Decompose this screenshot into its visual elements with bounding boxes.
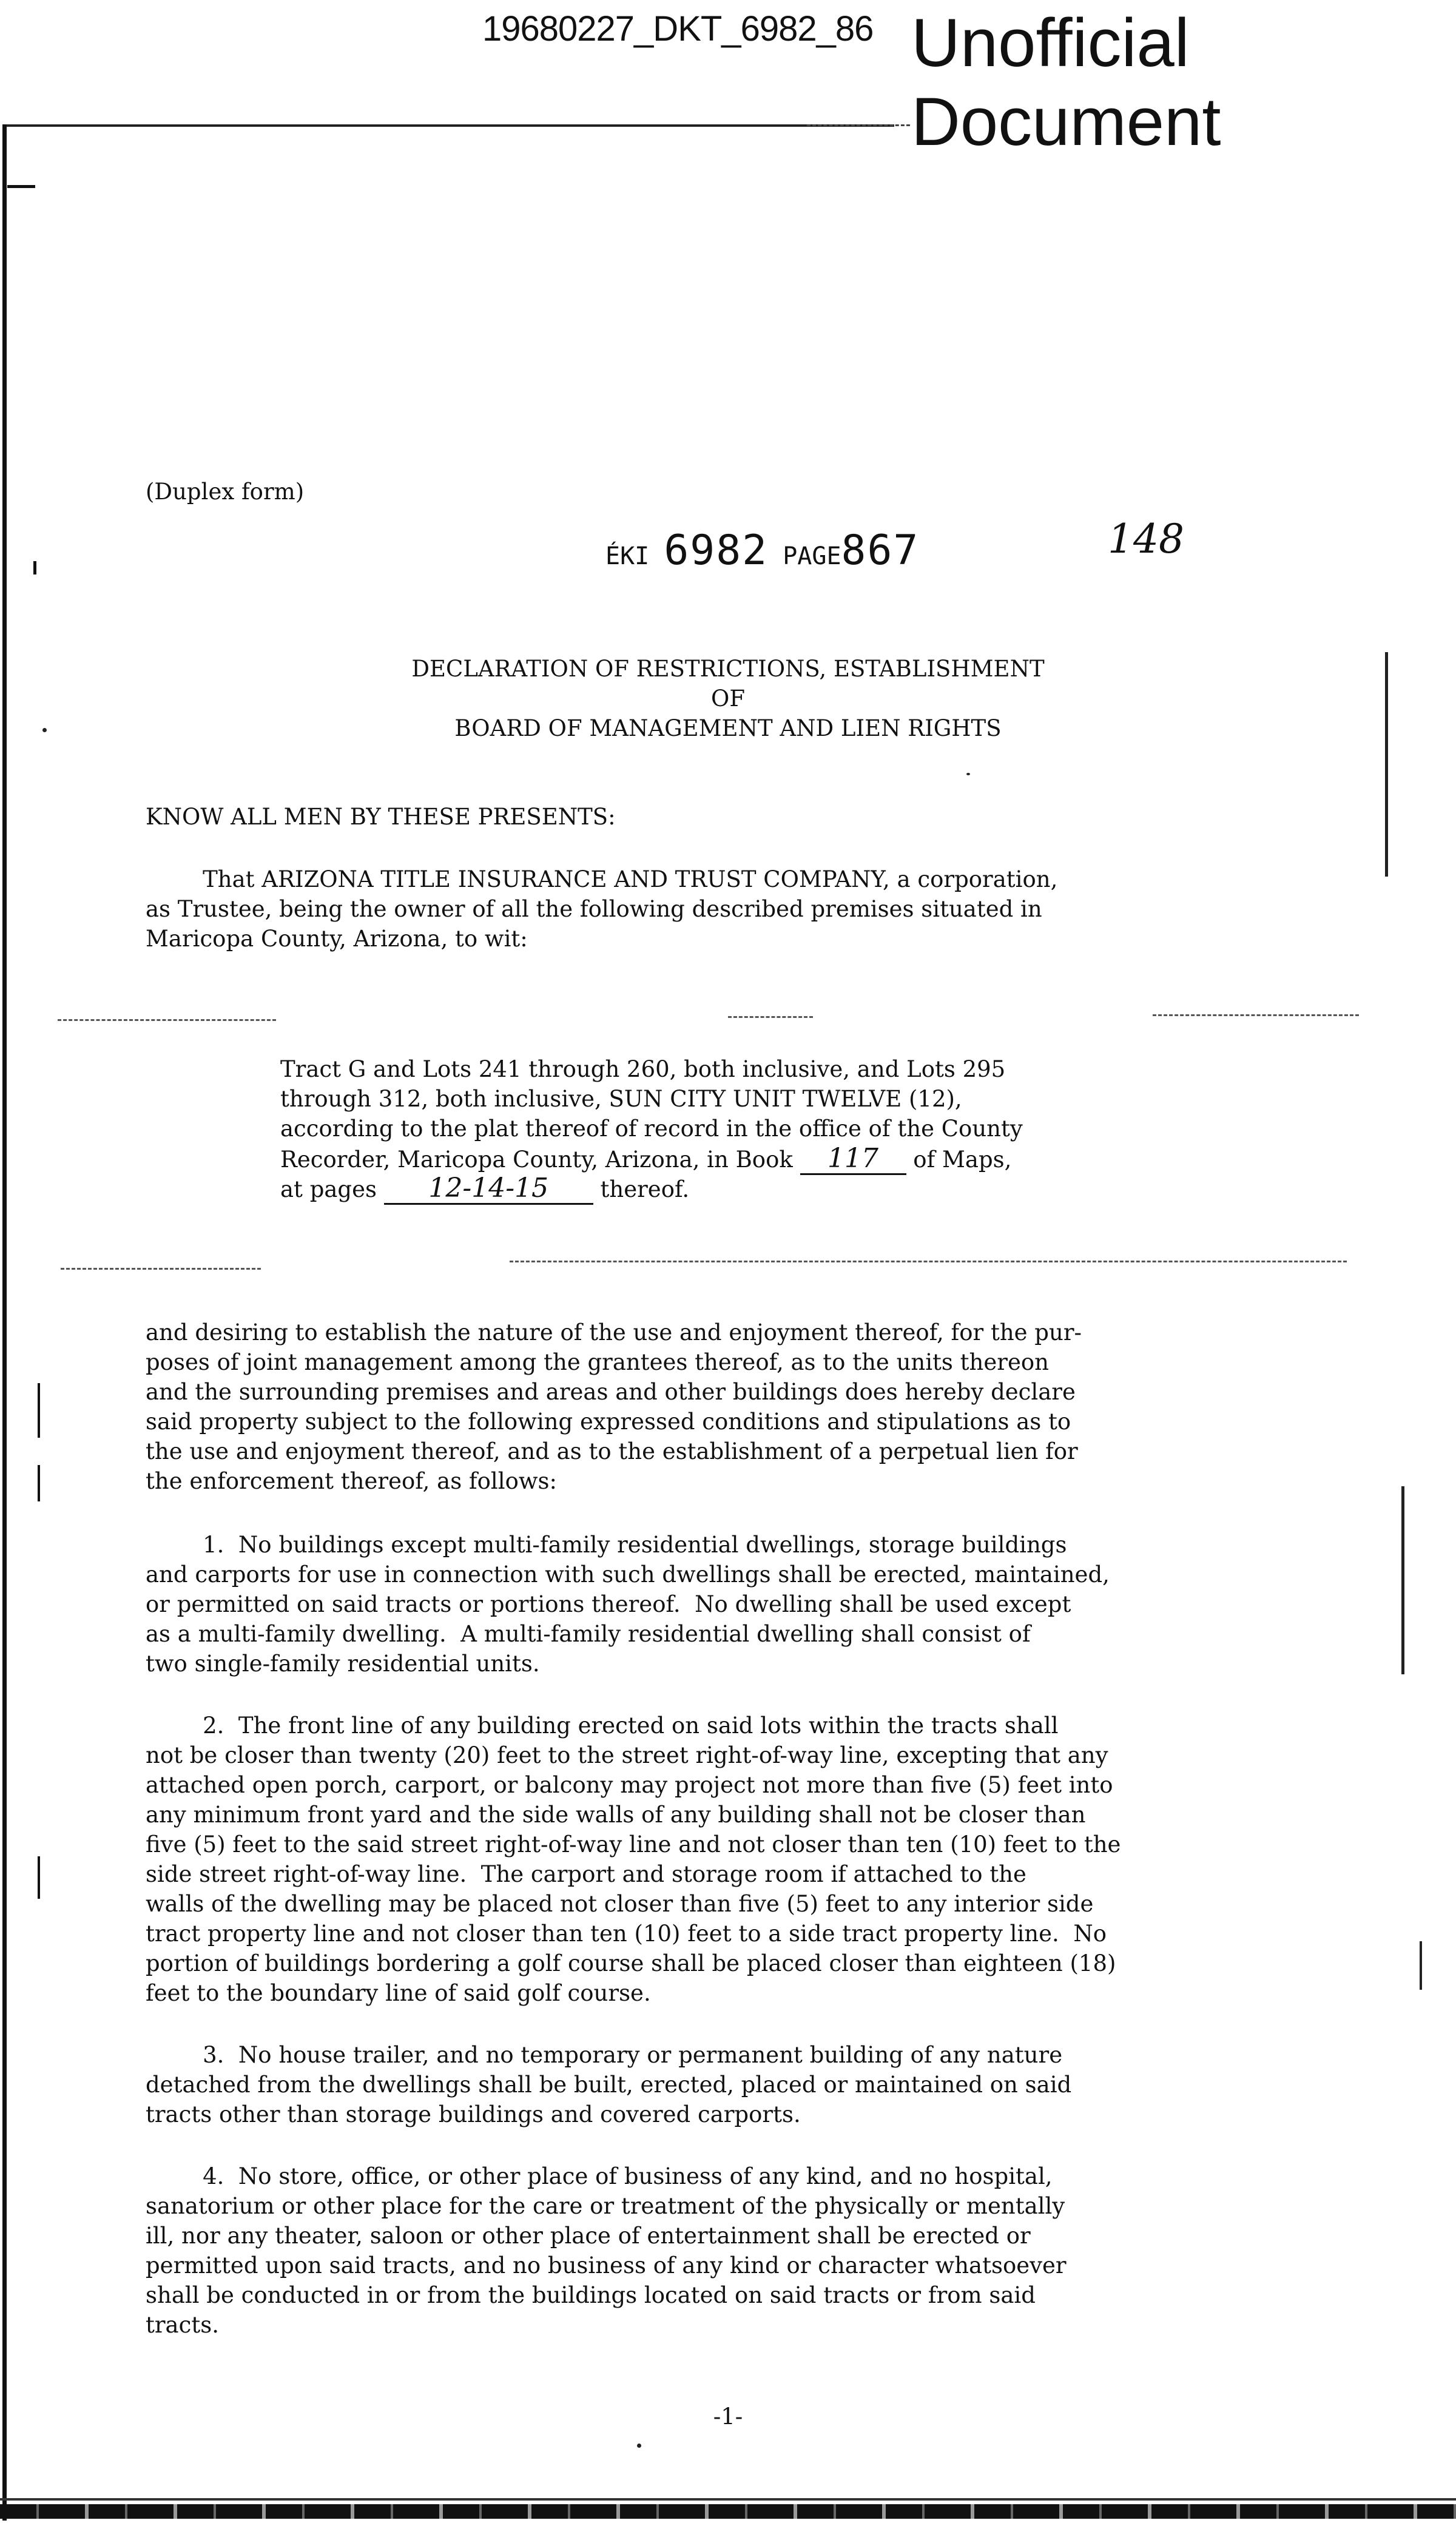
scan-tick-mark: [7, 185, 35, 188]
paragraph-line: portion of buildings bordering a golf course shall be placed closer than eighteen (18): [146, 1950, 1116, 1976]
watermark-line-1: Unofficial: [911, 5, 1190, 81]
separator-dash-line: [728, 1016, 813, 1018]
paragraph-line: permitted upon said tracts, and no business of any kind or character whatsoever: [146, 2252, 1067, 2279]
paragraph-line: any minimum front yard and the side walls of any building shall not be closer than: [146, 1802, 1086, 1828]
paragraph-line: as a multi-family dwelling. A multi-family residential dwelling shall consist of: [146, 1621, 1031, 1647]
scan-right-edge-mark: [1401, 1486, 1404, 1674]
book-suffix: of Maps,: [906, 1147, 1012, 1173]
paragraph-line: tracts other than storage buildings and covered carports.: [146, 2101, 801, 2127]
paragraph-line: tract property line and not closer than ten (10) feet to a side tract property line. No: [146, 1921, 1107, 1947]
scan-speck: [966, 773, 970, 775]
paragraph-line: and carports for use in connection with such dwellings shall be erected, maintained,: [146, 1561, 1110, 1588]
title-line-3: BOARD OF MANAGEMENT AND LIEN RIGHTS: [454, 715, 1002, 741]
handwritten-book-number: 117: [800, 1144, 906, 1175]
pages-suffix: thereof.: [593, 1176, 690, 1202]
unofficial-watermark: [911, 4, 1221, 161]
paragraph-line: feet to the boundary line of said golf course.: [146, 1980, 651, 2006]
scan-tick-mark: [33, 561, 36, 574]
purpose-line: said property subject to the following expressed conditions and stipulations as to: [146, 1409, 1071, 1435]
separator-dash-line: [58, 1019, 276, 1021]
title-line-2: OF: [710, 685, 745, 712]
handwritten-page-numbers: 12-14-15: [384, 1173, 593, 1205]
paragraph-line: 1. No buildings except multi-family residential dwellings, storage buildings: [146, 1532, 1067, 1558]
paragraph-line: tracts.: [146, 2312, 219, 2338]
legal-line-pages: [280, 1173, 689, 1205]
form-note: (Duplex form): [146, 479, 305, 505]
docket-prefix: ÉKI: [605, 542, 650, 570]
paragraph-line: shall be conducted in or from the buildings located on said tracts or from said: [146, 2282, 1036, 2308]
paragraph-line: sanatorium or other place for the care or treatment of the physically or mentally: [146, 2193, 1065, 2219]
paragraph-line: two single-family residential units.: [146, 1651, 540, 1677]
intro-line: as Trustee, being the owner of all the following described premises situated in: [146, 896, 1042, 922]
purpose-line: and the surrounding premises and areas and other buildings does hereby declare: [146, 1379, 1076, 1405]
intro-line: Maricopa County, Arizona, to wit:: [146, 926, 528, 952]
legal-line: Tract G and Lots 241 through 260, both inclusive, and Lots 295: [280, 1056, 1006, 1082]
handwritten-number: 148: [1108, 516, 1184, 562]
scan-speck: [637, 2444, 641, 2448]
watermark-line-2: Document: [911, 84, 1221, 160]
scan-left-border: [2, 124, 7, 2521]
scan-bottom-border: [0, 2498, 1456, 2501]
purpose-line: poses of joint management among the grantees thereof, as to the units thereon: [146, 1349, 1049, 1375]
paragraph-line: or permitted on said tracts or portions thereof. No dwelling shall be used except: [146, 1591, 1071, 1617]
scan-left-edge-mark: [38, 1856, 40, 1899]
separator-dash-line: [1153, 1014, 1359, 1016]
scan-left-edge-mark: [38, 1465, 40, 1501]
scan-bottom-band: [0, 2504, 1456, 2519]
legal-line: through 312, both inclusive, SUN CITY UNIT TWELVE (12),: [280, 1086, 962, 1112]
purpose-line: the use and enjoyment thereof, and as to the establishment of a perpetual lien for: [146, 1438, 1078, 1464]
salutation: KNOW ALL MEN BY THESE PRESENTS:: [146, 804, 616, 830]
docket-page-label: PAGE: [783, 542, 841, 570]
intro-line: That ARIZONA TITLE INSURANCE AND TRUST COMPANY, a corporation,: [146, 866, 1058, 892]
paragraph-line: 3. No house trailer, and no temporary or permanent building of any nature: [146, 2042, 1063, 2068]
docket-stamp: [605, 527, 919, 574]
docket-page-number: 867: [841, 527, 920, 574]
paragraph-line: 2. The front line of any building erected on said lots within the tracts shall: [146, 1713, 1059, 1739]
paragraph-line: not be closer than twenty (20) feet to the street right-of-way line, excepting that any: [146, 1742, 1108, 1768]
scan-right-edge-mark: [1420, 1941, 1422, 1990]
book-prefix: Recorder, Maricopa County, Arizona, in Book: [280, 1147, 800, 1173]
paragraph-line: five (5) feet to the said street right-of-way line and not closer than ten (10) feet to the: [146, 1831, 1121, 1858]
paragraph-line: attached open porch, carport, or balcony may project not more than five (5) feet into: [146, 1772, 1113, 1798]
scan-top-dash: [807, 124, 910, 126]
page-number: -1-: [713, 2403, 743, 2430]
paragraph-line: 4. No store, office, or other place of business of any kind, and no hospital,: [146, 2163, 1053, 2189]
separator-dash-line: [61, 1268, 261, 1270]
paragraph-line: ill, nor any theater, saloon or other place of entertainment shall be erected or: [146, 2223, 1031, 2249]
scan-top-border: [2, 124, 894, 127]
separator-dash-line: [510, 1261, 1347, 1262]
pages-prefix: at pages: [280, 1176, 384, 1202]
purpose-line: the enforcement thereof, as follows:: [146, 1468, 557, 1494]
document-id: 19680227_DKT_6982_86: [482, 9, 874, 49]
paragraph-line: detached from the dwellings shall be built, erected, placed or maintained on said: [146, 2072, 1072, 2098]
purpose-line: and desiring to establish the nature of the use and enjoyment thereof, for the pur-: [146, 1319, 1082, 1346]
paragraph-line: side street right-of-way line. The carport and storage room if attached to the: [146, 1861, 1026, 1887]
docket-number: 6982: [664, 527, 769, 574]
legal-line-book: [280, 1144, 1011, 1175]
scan-left-edge-mark: [38, 1383, 40, 1438]
paragraph-line: walls of the dwelling may be placed not closer than five (5) feet to any interior side: [146, 1891, 1094, 1917]
legal-line: according to the plat thereof of record in the office of the County: [280, 1116, 1023, 1142]
title-line-1: DECLARATION OF RESTRICTIONS, ESTABLISHMENT: [411, 656, 1045, 682]
